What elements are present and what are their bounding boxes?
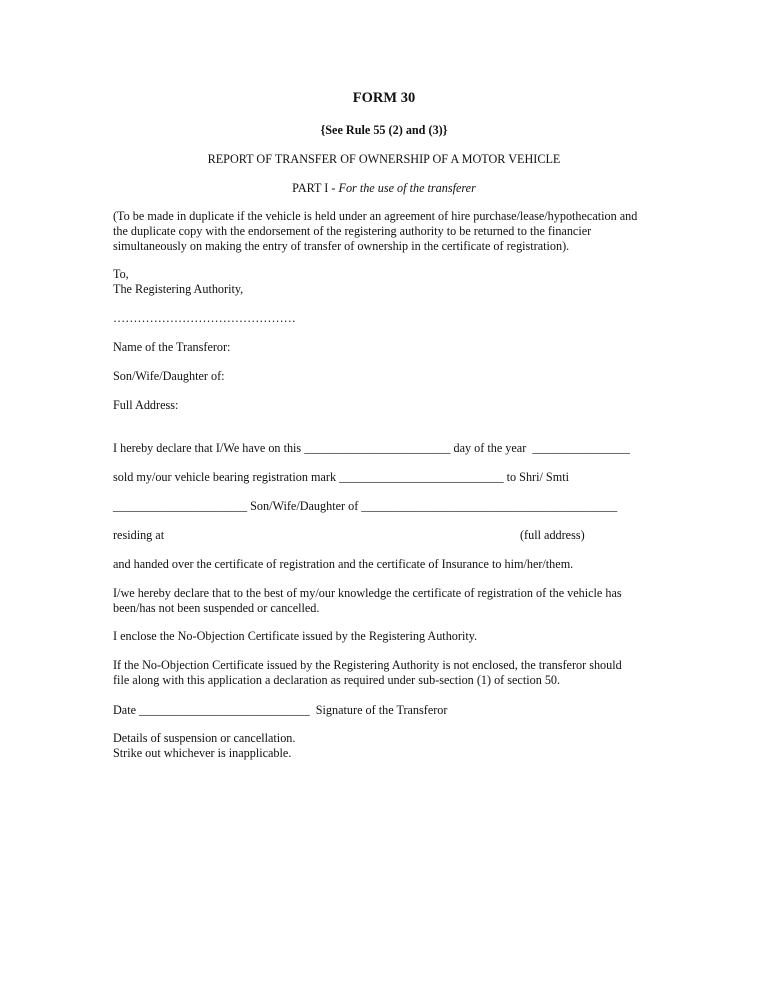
knowledge-line-2: been/has not been suspended or cancelled. bbox=[113, 601, 320, 615]
date-signature-line: Date ____________________________ Signature of the Transferor bbox=[113, 703, 448, 717]
part-heading bbox=[0, 181, 768, 196]
full-address-label: Full Address: bbox=[113, 398, 179, 412]
noc-line-2: file along with this application a declaration as required under sub-section (1) of section 50. bbox=[113, 673, 561, 687]
relation-label: Son/Wife/Daughter of: bbox=[113, 369, 225, 383]
intro-line-3: simultaneously on making the entry of transfer of ownership in the certificate of registration). bbox=[113, 239, 570, 253]
enclose-line: I enclose the No-Objection Certificate issued by the Registering Authority. bbox=[113, 629, 478, 643]
address-to: To, bbox=[113, 267, 129, 281]
details-line: Details of suspension or cancellation. bbox=[113, 731, 296, 745]
knowledge-line-1: I/we hereby declare that to the best of my/our knowledge the certificate of registration of the vehicle has bbox=[113, 586, 622, 600]
part-label: PART I - bbox=[292, 181, 339, 195]
declaration-line-3: ______________________ Son/Wife/Daughter of __________________________________________ bbox=[113, 499, 618, 513]
address-dots: ……………………………………… bbox=[113, 311, 296, 325]
intro-line-2: the duplicate copy with the endorsement of the registering authority to be returned to the financier bbox=[113, 224, 592, 238]
form-heading: REPORT OF TRANSFER OF OWNERSHIP OF A MOTOR VEHICLE bbox=[207, 152, 561, 166]
address-authority: The Registering Authority, bbox=[113, 282, 244, 296]
transferor-name-label: Name of the Transferor: bbox=[113, 340, 231, 354]
strike-line: Strike out whichever is inapplicable. bbox=[113, 746, 292, 760]
noc-line-1: If the No-Objection Certificate issued by the Registering Authority is not enclosed, the transferor should bbox=[113, 658, 622, 672]
declaration-line-1: I hereby declare that I/We have on this ________________________ day of the year ________________ bbox=[113, 441, 630, 455]
rule-reference: {See Rule 55 (2) and (3)} bbox=[320, 123, 448, 137]
form-title: FORM 30 bbox=[352, 90, 416, 106]
full-address-note: (full address) bbox=[520, 528, 585, 542]
intro-line-1: (To be made in duplicate if the vehicle is held under an agreement of hire purchase/lease/hypothecation and bbox=[113, 209, 638, 223]
part-note: For the use of the transferer bbox=[338, 181, 476, 195]
handed-over-line: and handed over the certificate of registration and the certificate of Insurance to him/her/them. bbox=[113, 557, 574, 571]
declaration-line-2: sold my/our vehicle bearing registration mark ___________________________ to Shri/ Smti bbox=[113, 470, 569, 484]
residing-label: residing at bbox=[113, 528, 165, 542]
